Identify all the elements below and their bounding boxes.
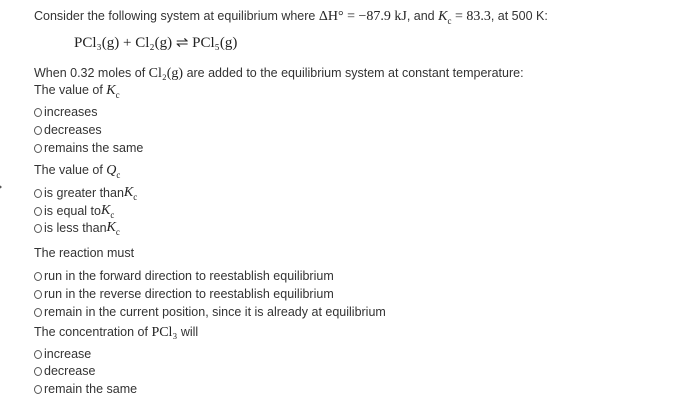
question-1-symbol-sub: c — [115, 89, 120, 100]
reaction-equation: PCl₃(g) + Cl₂(g) ⇌ PCl₅(g) — [74, 35, 238, 51]
question-1-option-3[interactable] — [34, 141, 143, 155]
kc-symbol: K — [106, 220, 116, 235]
addition-prefix: When 0.32 moles of — [34, 66, 149, 80]
addition-suffix: are added to the equilibrium system at constant temperature: — [183, 66, 524, 80]
question-2-prompt — [34, 163, 120, 180]
radio-button[interactable] — [34, 207, 42, 216]
intro-prefix: Consider the following system at equilibrium where — [34, 9, 319, 23]
intro-suffix: , at 500 K: — [490, 9, 548, 23]
question-4-option-3[interactable] — [34, 382, 137, 396]
question-1-prompt — [34, 83, 120, 100]
option-label: run in the forward direction to reestablish equilibrium — [44, 269, 334, 283]
radio-button[interactable] — [34, 224, 42, 233]
kc-subscript: c — [133, 191, 138, 202]
question-1-text: The value of — [34, 83, 107, 97]
option-label: remain in the current position, since it is already at equilibrium — [44, 305, 386, 319]
option-label: remain the same — [44, 382, 138, 396]
radio-button[interactable] — [34, 144, 42, 153]
question-3-prompt: The reaction must — [34, 246, 135, 260]
option-label: is equal to — [44, 204, 101, 219]
collapse-arrow-icon — [0, 182, 2, 192]
option-label: increases — [44, 105, 98, 119]
question-2-text: The value of — [34, 163, 107, 177]
intro-mid: , and — [406, 9, 439, 23]
kc-subscript: c — [115, 226, 120, 237]
radio-button[interactable] — [34, 108, 42, 117]
kc-symbol: K — [438, 9, 448, 24]
radio-button[interactable] — [34, 350, 42, 359]
radio-button[interactable] — [34, 126, 42, 135]
option-label: is greater than — [44, 186, 124, 201]
question-4-option-2[interactable] — [34, 364, 95, 378]
radio-button[interactable] — [34, 308, 42, 317]
question-2-symbol: Q — [106, 163, 117, 178]
kc-value: = 83.3 — [451, 9, 491, 24]
radio-button[interactable] — [34, 189, 42, 198]
intro-text — [34, 9, 548, 26]
option-label: decrease — [44, 364, 96, 378]
question-3-option-3[interactable] — [34, 305, 386, 319]
question-4-species: PCl₃ — [151, 325, 178, 340]
radio-button[interactable] — [34, 272, 42, 281]
option-label: is less than — [44, 221, 107, 236]
option-label: decreases — [44, 123, 102, 137]
radio-button[interactable] — [34, 290, 42, 299]
kc-subscript: c — [110, 209, 115, 220]
question-4-prompt — [34, 325, 198, 341]
added-species: Cl₂(g) — [148, 66, 184, 81]
option-label: remains the same — [44, 141, 144, 155]
question-1-symbol: K — [106, 83, 116, 98]
question-4-text: The concentration of — [34, 325, 152, 339]
radio-button[interactable] — [34, 367, 42, 376]
kc-symbol: K — [123, 185, 134, 200]
question-2-symbol-sub: c — [116, 169, 121, 180]
question-4-suffix: will — [177, 325, 199, 339]
question-2-option-2[interactable] — [34, 203, 114, 220]
question-1-option-1[interactable] — [34, 105, 98, 119]
option-label: increase — [44, 347, 92, 361]
question-3-option-2[interactable] — [34, 287, 334, 301]
question-1-option-2[interactable] — [34, 123, 102, 137]
kc-expression — [438, 9, 491, 24]
question-2-option-1[interactable] — [34, 185, 137, 202]
question-3-option-1[interactable] — [34, 269, 334, 283]
kc-subscript: c — [447, 15, 452, 26]
radio-button[interactable] — [34, 385, 42, 394]
option-label: run in the reverse direction to reestablish equilibrium — [44, 287, 334, 301]
question-4-option-1[interactable] — [34, 347, 91, 361]
kc-symbol: K — [100, 203, 111, 218]
addition-text — [34, 66, 524, 82]
question-2-option-3[interactable] — [34, 220, 120, 237]
enthalpy-expression: ΔH° = −87.9 kJ — [318, 9, 407, 24]
